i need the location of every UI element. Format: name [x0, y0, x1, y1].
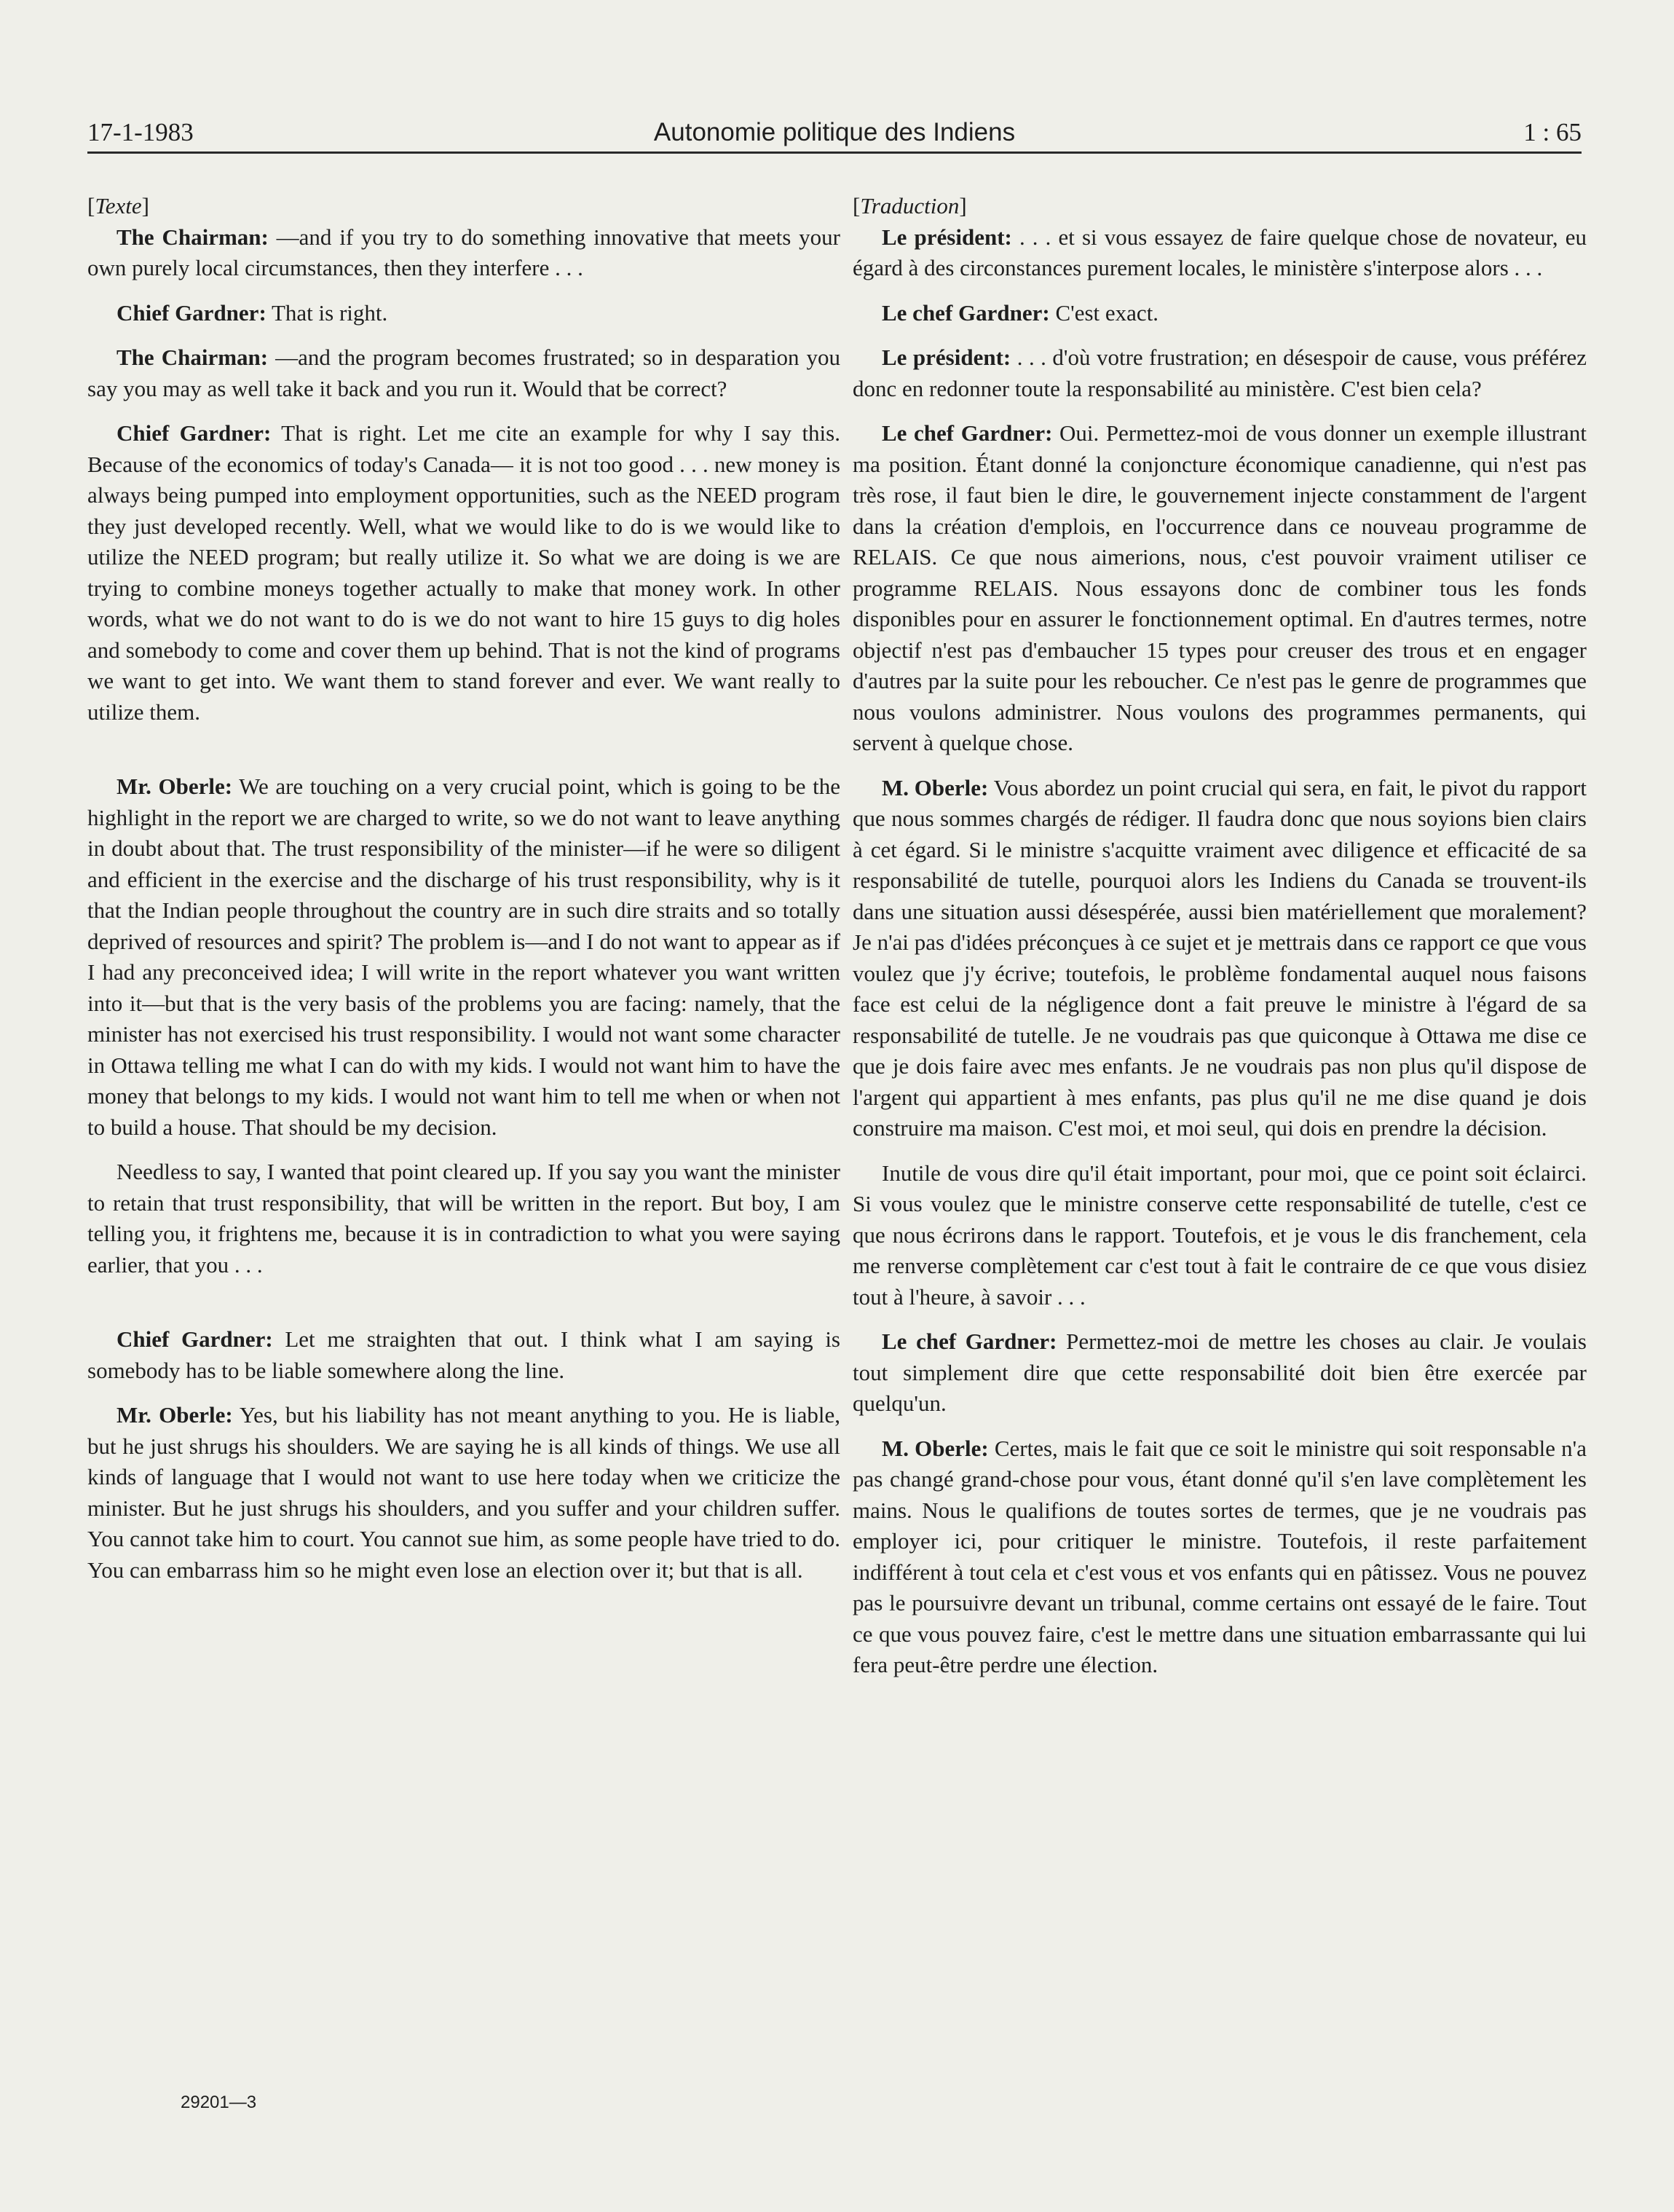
page-header — [87, 118, 1582, 151]
speaker-name: Le président: — [882, 345, 1011, 370]
paragraph — [853, 418, 1587, 759]
speech-text: We are touching on a very crucial point, which is going to be the highlight in the report we are charged to write, so we do not want to leave anything in doubt about that. The trust responsibility of the minister—if he were so diligent and efficient in the exercise and the discharge of his trust responsibility, why is it that the Indian people throughout the country are in such dire straits and so totally deprived of resources and spirit? The problem is—and I do not want to appear as if I had any preconceived idea; I will write in the report whatever you want written into it—but that is the very basis of the problems you are facing: namely, that the minister has not exercised his trust responsibility. I would not want some character in Ottawa telling me what I can do with my kids. I would not want him to have the money that belongs to my kids. I would not want him to tell me when or when not to build a house. That should be my decision. — [87, 774, 840, 1140]
paragraph — [87, 1157, 840, 1280]
speaker-name: Chief Gardner: — [117, 299, 267, 326]
speaker-name: M. Oberle: — [882, 1435, 989, 1461]
speaker-name: The Chairman: — [117, 345, 269, 370]
speaker-name: Le chef Gardner: — [882, 299, 1050, 326]
speech-text: Yes, but his liability has not meant anything to you. He is liable, but he just shrugs his shoulders. We are saying he is all kinds of things. We use all kinds of language that I would not want to use here today when we criticize the minister. But he just shrugs his shoulders, and you suffer and your children suffer. You cannot take him to court. You cannot sue him, as some people have tried to do. You can embarrass him so he might even lose an election over it; but that is all. — [87, 1402, 840, 1583]
speech-text: Needless to say, I wanted that point cleared up. If you say you want the minister to retain that trust responsibility, that will be written in the report. But boy, I am telling you, it frightens me, because it is in contradiction to what you were saying earlier, that you . . . — [87, 1159, 840, 1278]
speech-text: Vous abordez un point crucial qui sera, en fait, le pivot du rapport que nous sommes chargés de rédiger. Il faudra donc que nous soyions bien clairs à cet égard. Si le ministre s'acquitte vraiment avec diligence et efficacité de sa responsabilité de tutelle, pourquoi alors les Indiens du Canada se trouvent-ils dans une situation aussi désespérée, aussi bien matériellement que moralement? Je n'ai pas d'idées préconçues à ce sujet et je mettrais dans ce rapport ce que vous voulez que j'y écrive; toutefois, le problème fondamental auquel nous faisons face est celui de la négligence dont a fait preuve le ministre à l'égard de sa responsabilité de tutelle. Je ne voudrais pas que quiconque à Ottawa me dise ce que je dois faire avec mes enfants. Je ne voudrais pas non plus qu'il dispose de l'argent qui appartient à mes enfants, pas plus qu'il ne me dise quand je dois construire ma maison. C'est moi, et moi seul, qui dois en prendre la décision. — [853, 774, 1587, 1141]
paragraph — [853, 298, 1587, 329]
speaker-name: Chief Gardner: — [117, 1326, 273, 1352]
paragraph — [87, 298, 840, 329]
language-tag-english: [Texte] — [87, 193, 149, 219]
speaker-name: Le chef Gardner: — [882, 420, 1053, 446]
language-tag-text: Traduction — [860, 193, 960, 219]
speech-text: That is right. Let me cite an example for why I say this. Because of the economics of today's Canada— it is not too good . . . new money is always being pumped into employment opportunities, such as the NEED program they just developed recently. Well, what we would like to do is we would like to utilize the NEED program; but really utilize it. So what we are doing is we are trying to combine moneys together actually to make that money work. In other words, what we do not want to do is we do not want to hire 15 guys to dig holes and somebody to come and cover them up behind. That is not the kind of programs we want to get into. We want them to stand forever and ever. We want really to utilize them. — [87, 420, 840, 725]
speaker-name: M. Oberle: — [882, 774, 989, 800]
paragraph — [87, 342, 840, 404]
paragraph — [853, 1326, 1587, 1420]
speaker-name: Chief Gardner: — [117, 420, 272, 446]
header-rule — [87, 151, 1582, 154]
header-page-number: 1 : 65 — [1523, 118, 1582, 146]
paragraph — [853, 1158, 1587, 1313]
french-column — [853, 191, 1587, 1695]
header-date: 17-1-1983 — [87, 118, 194, 146]
paragraph — [853, 222, 1587, 284]
speech-text: Certes, mais le fait que ce soit le ministre qui soit responsable n'a pas changé grand-chose pour vous, étant donné qu'il s'en lave complètement les mains. Nous le qualifions de toutes sortes de termes, que je ne voudrais pas employer ici, pour critiquer le ministre. Toutefois, il reste parfaitement indifférent à tout cela et c'est vous et vos enfants qui en pâtissez. Vous ne pouvez pas le poursuivre devant un tribunal, comme certains ont essayé de le faire. Tout ce que vous pouvez faire, c'est le mettre dans une situation embarrassante qui lui fera peut-être perdre une élection. — [853, 1435, 1587, 1677]
paragraph — [87, 222, 840, 284]
speaker-name: Mr. Oberle: — [117, 1402, 233, 1428]
speaker-name: Mr. Oberle: — [117, 774, 233, 799]
paragraph — [87, 1400, 840, 1586]
english-column — [87, 191, 840, 1599]
speech-text: Permettez-moi de mettre les choses au clair. Je voulais tout simplement dire que cette responsabilité doit bien être exercée par quelqu'un. — [853, 1329, 1587, 1416]
speaker-name: Le chef Gardner: — [882, 1329, 1057, 1354]
speech-text: C'est exact. — [1049, 299, 1159, 326]
paragraph — [87, 1324, 840, 1386]
paragraph — [87, 418, 840, 728]
paragraph — [87, 771, 840, 1143]
speaker-name: Le président: — [882, 224, 1012, 250]
speech-text: —and the program becomes frustrated; so in desparation you say you may as well take it back and you run it. Would that be correct? — [87, 345, 840, 401]
paragraph — [853, 1433, 1587, 1681]
language-tag-french: [Traduction] — [853, 193, 967, 219]
speech-text: Oui. Permettez-moi de vous donner un exemple illustrant ma position. Étant donné la conjoncture économique canadienne, qui n'est pas très rose, il faut bien le dire, le gouvernement injecte constamment de l'argent dans la création d'emplois, en l'occurrence dans ce nouveau programme de RELAIS. Ce que nous aimerions, nous, c'est pouvoir vraiment utiliser ce programme RELAIS. Nous essayons donc de combiner tous les fonds disponibles pour en assurer le fonctionnement optimal. En d'autres termes, notre objectif n'est pas d'embaucher 15 types pour creuser des trous et en engager d'autres par la suite pour les reboucher. Ce n'est pas le genre de programmes que nous voulons administrer. Nous voulons des programmes permanents, qui servent à quelque chose. — [853, 420, 1587, 755]
paragraph — [853, 342, 1587, 404]
speech-text: . . . et si vous essayez de faire quelque chose de novateur, eu égard à des circonstances purement locales, le ministère s'interpose alors . . . — [853, 224, 1587, 280]
footer-code: 29201—3 — [181, 2093, 257, 2112]
speech-text: That is right. — [266, 299, 388, 326]
speech-text: —and if you try to do something innovative that meets your own purely local circumstances, then they interfere . . . — [87, 224, 840, 280]
speaker-name: The Chairman: — [117, 224, 269, 250]
language-tag-text: Texte — [95, 193, 142, 219]
speech-text: . . . d'où votre frustration; en désespoir de cause, vous préférez donc en redonner toute la responsabilité au ministère. C'est bien cela? — [853, 345, 1587, 401]
speech-text: Let me straighten that out. I think what I am saying is somebody has to be liable somewhere along the line. — [87, 1326, 840, 1383]
speech-text: Inutile de vous dire qu'il était important, pour moi, que ce point soit éclairci. Si vous voulez que le ministre conserve cette responsabilité de tutelle, c'est ce que nous écrirons dans le rapport. Toutefois, et je vous le dis franchement, cela me renverse complètement car c'est tout à fait le contraire de ce que vous disiez tout à l'heure, à savoir . . . — [853, 1160, 1587, 1310]
paragraph — [853, 773, 1587, 1144]
header-title: Autonomie politique des Indiens — [653, 118, 1016, 146]
